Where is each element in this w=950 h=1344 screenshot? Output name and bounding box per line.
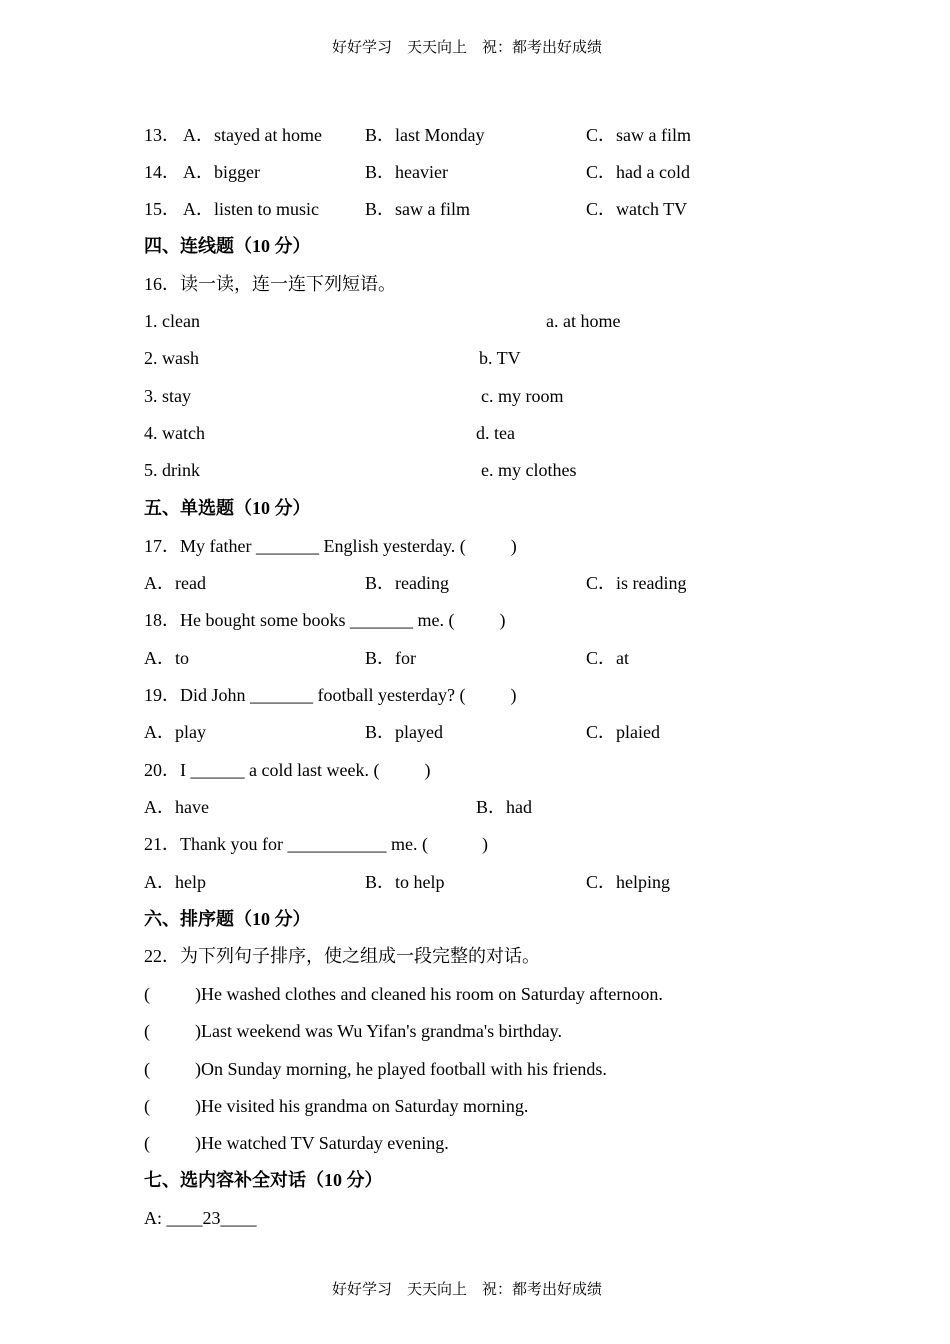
q15-option-a: A．listen to music — [183, 199, 319, 219]
q22-instruction: 22．为下列句子排序，使之组成一段完整的对话。 — [144, 946, 540, 966]
order-line-4: ( )He visited his grandma on Saturday morning. — [144, 1096, 529, 1116]
section6-title: 六、排序题（10 分） — [144, 909, 311, 929]
match-right-d: d. tea — [476, 423, 515, 443]
q13-number: 13． — [144, 125, 180, 145]
speaker-a-label: A: — [144, 1208, 167, 1228]
q17-stem: 17．My father _______ English yesterday. ( ) — [144, 536, 517, 556]
q19-option-a: A．play — [144, 722, 206, 742]
page-header: 好好学习 天天向上 祝：都考出好成绩 — [332, 38, 603, 56]
q19-option-c: C．plaied — [586, 722, 660, 742]
q20-option-a: A．have — [144, 797, 209, 817]
match-right-e: e. my clothes — [481, 460, 577, 480]
section5-title: 五、单选题（10 分） — [144, 498, 311, 518]
match-left-5: 5. drink — [144, 460, 200, 480]
match-left-4: 4. watch — [144, 423, 205, 443]
q21-option-c: C．helping — [586, 872, 670, 892]
page-footer: 好好学习 天天向上 祝：都考出好成绩 — [332, 1280, 603, 1298]
q19-stem: 19．Did John _______ football yesterday? ( ) — [144, 685, 517, 705]
q18-option-b: B．for — [365, 648, 416, 668]
q14-number: 14． — [144, 162, 180, 182]
q13-option-b: B．last Monday — [365, 125, 485, 145]
match-right-b: b. TV — [479, 348, 521, 368]
q14-option-b: B．heavier — [365, 162, 448, 182]
q13-option-c: C．saw a film — [586, 125, 691, 145]
order-line-1: ( )He washed clothes and cleaned his room on Saturday afternoon. — [144, 984, 663, 1004]
match-left-3: 3. stay — [144, 386, 191, 406]
q17-option-c: C．is reading — [586, 573, 687, 593]
blank-23: ____23____ — [166, 1208, 257, 1228]
q21-stem: 21．Thank you for ___________ me. ( ) — [144, 834, 488, 854]
q15-option-c: C．watch TV — [586, 199, 688, 219]
q21-option-b: B．to help — [365, 872, 445, 892]
q17-option-a: A．read — [144, 573, 206, 593]
section7-title: 七、选内容补全对话（10 分） — [144, 1170, 383, 1190]
q18-stem: 18．He bought some books _______ me. ( ) — [144, 610, 506, 630]
q19-option-b: B．played — [365, 722, 443, 742]
q15-option-b: B．saw a film — [365, 199, 470, 219]
q14-option-c: C．had a cold — [586, 162, 690, 182]
section4-title: 四、连线题（10 分） — [144, 236, 311, 256]
q20-stem: 20．I ______ a cold last week. ( ) — [144, 760, 431, 780]
q15-number: 15． — [144, 199, 180, 219]
order-line-3: ( )On Sunday morning, he played football with his friends. — [144, 1059, 607, 1079]
order-line-2: ( )Last weekend was Wu Yifan's grandma's birthday. — [144, 1021, 562, 1041]
q18-option-a: A．to — [144, 648, 189, 668]
q21-option-a: A．help — [144, 872, 206, 892]
q13-option-a: A．stayed at home — [183, 125, 322, 145]
match-left-2: 2. wash — [144, 348, 199, 368]
match-right-c: c. my room — [481, 386, 564, 406]
match-left-1: 1. clean — [144, 311, 200, 331]
q20-option-b: B．had — [476, 797, 532, 817]
order-line-5: ( )He watched TV Saturday evening. — [144, 1133, 449, 1153]
match-right-a: a. at home — [546, 311, 621, 331]
q16-instruction: 16．读一读，连一连下列短语。 — [144, 274, 396, 294]
q17-option-b: B．reading — [365, 573, 449, 593]
q14-option-a: A．bigger — [183, 162, 260, 182]
q18-option-c: C．at — [586, 648, 629, 668]
dialog-line-a — [144, 1209, 257, 1227]
